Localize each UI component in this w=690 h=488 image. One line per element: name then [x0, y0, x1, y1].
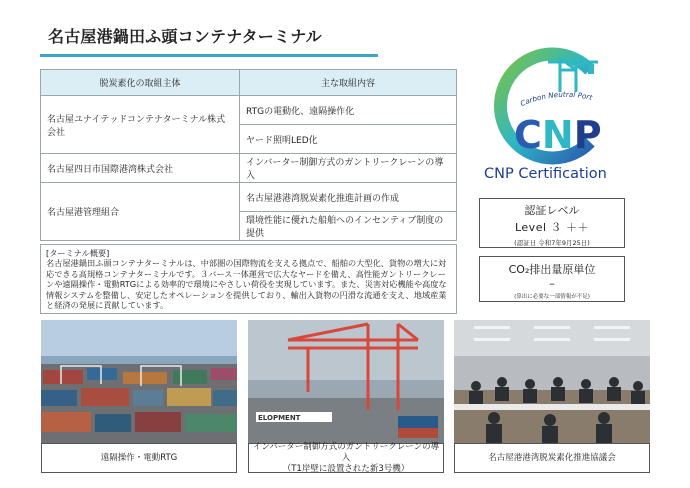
- table-cell-org: 名古屋ユナイテッドコンテナターミナル株式会社: [41, 96, 240, 154]
- certification-box: [479, 198, 625, 248]
- gantry-crane-photo: [248, 320, 444, 443]
- table-cell-action: ヤード照明LED化: [240, 125, 457, 154]
- certification-level: Level ３ ＋＋: [514, 221, 590, 234]
- table-cell-action: 環境性能に優れた船舶へのインセンティブ制度の提供: [240, 212, 457, 241]
- logo-caption: CNP Certification: [484, 166, 607, 182]
- title-underline: [40, 54, 378, 57]
- certification-date: (認証日 令和7年9月25日): [514, 239, 590, 247]
- certification-label: 認証レベル: [524, 204, 580, 217]
- caption-line: 名古屋港港湾脱炭素化推進協議会: [488, 452, 616, 463]
- logo-letters: [514, 113, 602, 157]
- rtg-photo-caption: [41, 443, 237, 473]
- logo-letter: P: [573, 113, 602, 157]
- terminal-overview: [40, 244, 457, 314]
- council-meeting-photo: [454, 320, 650, 443]
- caption-line: インバーター制御方式のガントリークレーンの導入: [252, 441, 440, 463]
- overview-heading: [ターミナル概要]: [46, 248, 110, 258]
- page-title: 名古屋港鍋田ふ頭コンテナターミナル: [48, 27, 322, 46]
- table-cell-org: 名古屋四日市国際港湾株式会社: [41, 154, 240, 183]
- co2-note: (算出に必要な一部情報が不足): [514, 294, 590, 300]
- co2-value: –: [549, 277, 555, 290]
- logo-ring-text: Carbon Neutral Port: [518, 89, 594, 109]
- overview-body: 名古屋港鍋田ふ頭コンテナターミナルは、中部圏の国際物流を支える拠点で、船舶の大型化、貨物の増大に対応できる高規格コンテナターミナルです。３バース一体運営で広大なヤードを備え、高性能ガントリークレーンや遠隔操作・電動RTGによる効率的で環境にやさしい荷役を実現しています。また、災害対応機能や高度な情報システムを整備し、安定したオペレーションを提供しており、輸出入貨物の円滑な流通を支え、地域産業と経済の発展に貢献しています。: [46, 258, 447, 311]
- table-cell-action: RTGの電動化、遠隔操作化: [240, 96, 457, 125]
- co2-label: CO₂排出量原単位: [508, 263, 596, 276]
- logo-letter: N: [541, 113, 574, 157]
- cnp-logo: [478, 44, 628, 184]
- caption-line: 遠隔操作・電動RTG: [100, 452, 178, 463]
- table-header-actions: 主な取組内容: [240, 70, 457, 96]
- co2-box: [479, 256, 625, 302]
- gantry-crane-caption: [248, 443, 444, 473]
- table-cell-org: 名古屋港管理組合: [41, 183, 240, 241]
- rtg-photo: [41, 320, 237, 443]
- table-cell-action: インバーター制御方式のガントリークレーンの導入: [240, 154, 457, 183]
- photo-sign-text: ELOPMENT: [258, 414, 301, 422]
- logo-letter: C: [514, 113, 542, 157]
- initiatives-table: [40, 69, 457, 241]
- caption-line: （T1岸壁に設置された新3号機）: [282, 463, 410, 474]
- table-cell-action: 名古屋港港湾脱炭素化推進計画の作成: [240, 183, 457, 212]
- table-header-org: 脱炭素化の取組主体: [41, 70, 240, 96]
- council-meeting-caption: [454, 443, 650, 473]
